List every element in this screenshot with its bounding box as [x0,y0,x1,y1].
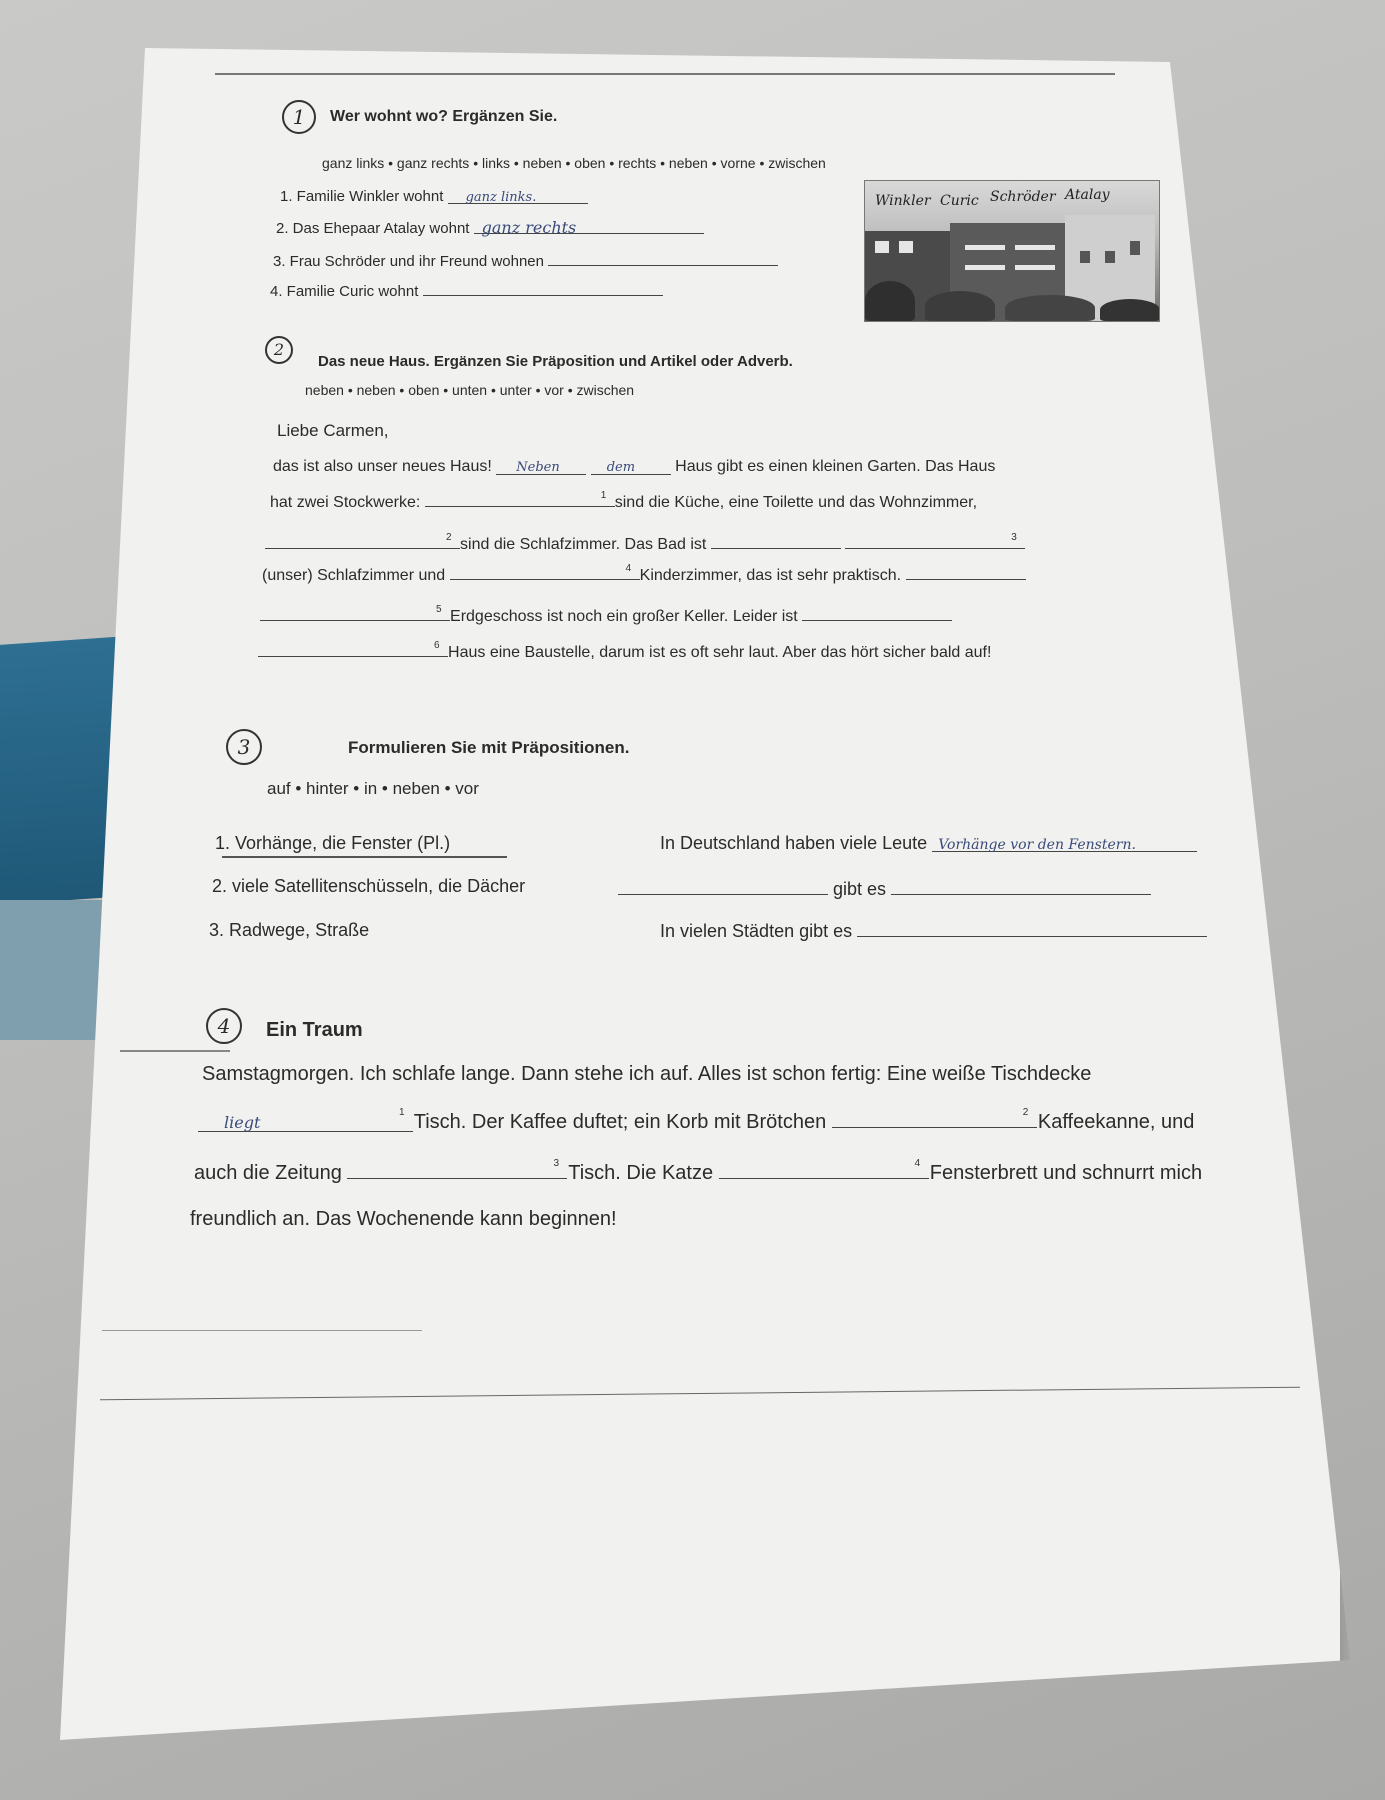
ex3-row-1-text-label: In Deutschland haben viele Leute [660,833,928,853]
ex4-blank-4[interactable] [719,1158,929,1179]
ex4-line-4: freundlich an. Das Wochenende kann beginnen! [190,1208,617,1230]
ex1-item-4-text: 4. Familie Curic wohnt [270,283,419,300]
ex2-line-2-text-b: sind die Küche, eine Toilette und das Wohnzimmer, [614,494,978,511]
ex2-blank-5b[interactable] [802,604,952,621]
ex4-number: 4 [206,1008,242,1044]
photo-label-atalay: Atalay [1065,187,1110,203]
ex3-row-3-cue: 3. Radwege, Straße [209,920,370,940]
ex2-line-1-text-b: Haus gibt es einen kleinen Garten. Das Haus [675,458,996,475]
ex2-line-1 [273,458,995,476]
ex4-mark-2: 2 [1022,1107,1029,1118]
building-photo [864,180,1160,322]
ex2-mark-4: 4 [625,563,632,574]
ex2-mark-1: 1 [600,490,607,501]
ex2-line-5-text: Erdgeschoss ist noch ein großer Keller. Leider ist [450,608,798,625]
ex2-line-5 [260,604,952,626]
ex3-row-1-underline [222,856,507,858]
ex3-row-1-text [660,833,1197,854]
ex3-number: 3 [226,729,262,765]
ex3-row-3-blank[interactable] [857,918,1207,937]
ex1-item-4-blank[interactable] [423,280,663,296]
ex2-answer-neben: Neben [516,460,560,475]
ex4-mark-4: 4 [914,1158,921,1169]
ex2-line-6-text: Haus eine Baustelle, darum ist es oft sehr laut. Aber das hört sicher bald auf! [448,644,992,661]
ex4-blank-3[interactable] [347,1158,567,1179]
ex1-item-3-text: 3. Frau Schröder und ihr Freund wohnen [273,253,544,270]
bottom-rule-1 [102,1330,422,1331]
tree [1005,295,1095,321]
window [875,241,889,253]
ex2-blank-3b[interactable] [845,532,1025,549]
ex2-mark-3: 3 [1011,532,1017,543]
ex1-item-3-blank[interactable] [548,250,778,266]
ex2-title: Das neue Haus. Ergänzen Sie Präposition und Artikel oder Adverb. [318,353,793,370]
ex2-blank-1[interactable] [425,490,615,507]
ex2-blank-4[interactable] [450,563,640,580]
ex3-row-2-blank-b[interactable] [891,876,1151,895]
ex2-blank-3a[interactable] [711,532,841,549]
ex2-line-4 [262,563,1026,585]
window [1080,251,1090,263]
ex3-row-2-cue: 2. viele Satellitenschüsseln, die Dächer [212,876,526,896]
ex2-blank-2[interactable] [265,532,460,549]
ex2-mark-5: 5 [436,604,442,615]
ex2-wordbank: neben • neben • oben • unten • unter • vor • zwischen [305,382,635,398]
ex1-wordbank: ganz links • ganz rechts • links • neben • oben • rechts • neben • vorne • zwischen [322,155,826,171]
ex4-line-3-text-a: auch die Zeitung [194,1162,342,1184]
ex4-line-3-text-b: Tisch. Die Katze [568,1162,714,1184]
ex3-row-1-blank[interactable] [932,833,1197,852]
ex1-number: 1 [282,100,316,134]
ex4-line-2 [198,1107,1194,1134]
photo-label-schroeder: Schröder [990,189,1056,205]
window [1015,265,1055,270]
ex2-line-1-text-a: das ist also unser neues Haus! [273,458,492,475]
ex2-line-2-text-a: hat zwei Stockwerke: [270,494,421,511]
ex4-answer-liegt: liegt [224,1113,261,1132]
tree [865,281,915,321]
ex3-row-2-text [618,876,1151,900]
window [1015,245,1055,250]
ex2-line-4-text-b: Kinderzimmer, das ist sehr praktisch. [639,567,902,584]
ex4-line-2-text-a: Tisch. Der Kaffee duftet; ein Korb mit Brötchen [413,1111,827,1133]
ex1-item-2 [276,218,704,237]
top-rule [215,73,1115,75]
window [965,245,1005,250]
ex2-line-6 [258,640,991,662]
ex2-greeting: Liebe Carmen, [277,421,389,440]
tree [1100,299,1160,321]
ex1-item-2-text: 2. Das Ehepaar Atalay wohnt [276,220,470,237]
ex4-line-3 [194,1158,1202,1185]
ex1-item-2-answer: ganz rechts [481,218,577,237]
ex2-mark-6: 6 [434,640,440,651]
ex4-title: Ein Traum [266,1019,363,1041]
ex2-number: 2 [265,336,293,364]
ex2-mark-2: 2 [446,532,452,543]
ex2-line-4-text-a: (unser) Schlafzimmer und [262,567,446,584]
ex4-mark-3: 3 [553,1158,560,1169]
ex4-margin-line [120,1050,230,1052]
ex2-blank-6[interactable] [258,640,448,657]
ex1-item-2-blank[interactable] [474,218,704,237]
ex3-row-1-answer: Vorhänge vor den Fenstern. [938,837,1136,853]
bottom-rule-2 [100,1387,1300,1401]
ex4-blank-2[interactable] [832,1107,1037,1128]
window [899,241,913,253]
ex4-mark-1: 1 [399,1107,405,1118]
window [1105,251,1115,263]
ex1-item-1 [280,188,588,205]
photo-label-curic: Curic [940,193,979,209]
ex4-line-3-text-c: Fensterbrett und schnurrt mich [929,1162,1203,1184]
ex1-item-4 [270,280,663,300]
ex1-item-1-answer: ganz links. [465,190,537,205]
ex2-blank-5[interactable] [260,604,450,621]
ex4-blank-1[interactable] [198,1111,413,1132]
ex1-item-1-blank[interactable] [448,188,588,204]
ex2-blank-4b[interactable] [906,563,1026,580]
ex2-line-2 [270,490,977,512]
ex3-title: Formulieren Sie mit Präpositionen. [348,738,630,757]
ex3-row-1-cue: 1. Vorhänge, die Fenster (Pl.) [215,833,451,853]
ex1-item-1-text: 1. Familie Winkler wohnt [280,188,444,205]
ex3-wordbank: auf • hinter • in • neben • vor [267,779,479,798]
ex3-row-2-text-label: gibt es [833,879,887,899]
ex3-row-2-blank-a[interactable] [618,876,828,895]
ex2-blank-b[interactable] [591,458,671,475]
window [1130,241,1140,255]
ex3-row-3-text-label: In vielen Städten gibt es [660,921,853,941]
photo-label-winkler: Winkler [875,193,931,209]
ex3-row-3-text [660,918,1207,942]
window [965,265,1005,270]
ex2-line-3-text: sind die Schlafzimmer. Das Bad ist [460,536,707,553]
ex2-answer-dem: dem [606,460,636,475]
ex1-title: Wer wohnt wo? Ergänzen Sie. [330,108,558,125]
ex1-item-3 [273,250,778,270]
tree [925,291,995,321]
ex2-blank-a[interactable] [496,458,586,475]
ex2-line-3 [265,532,1021,554]
ex4-line-1: Samstagmorgen. Ich schlafe lange. Dann stehe ich auf. Alles ist schon fertig: Eine weiße Tischdecke [202,1063,1092,1085]
ex4-line-2-text-b: Kaffeekanne, und [1037,1111,1195,1133]
